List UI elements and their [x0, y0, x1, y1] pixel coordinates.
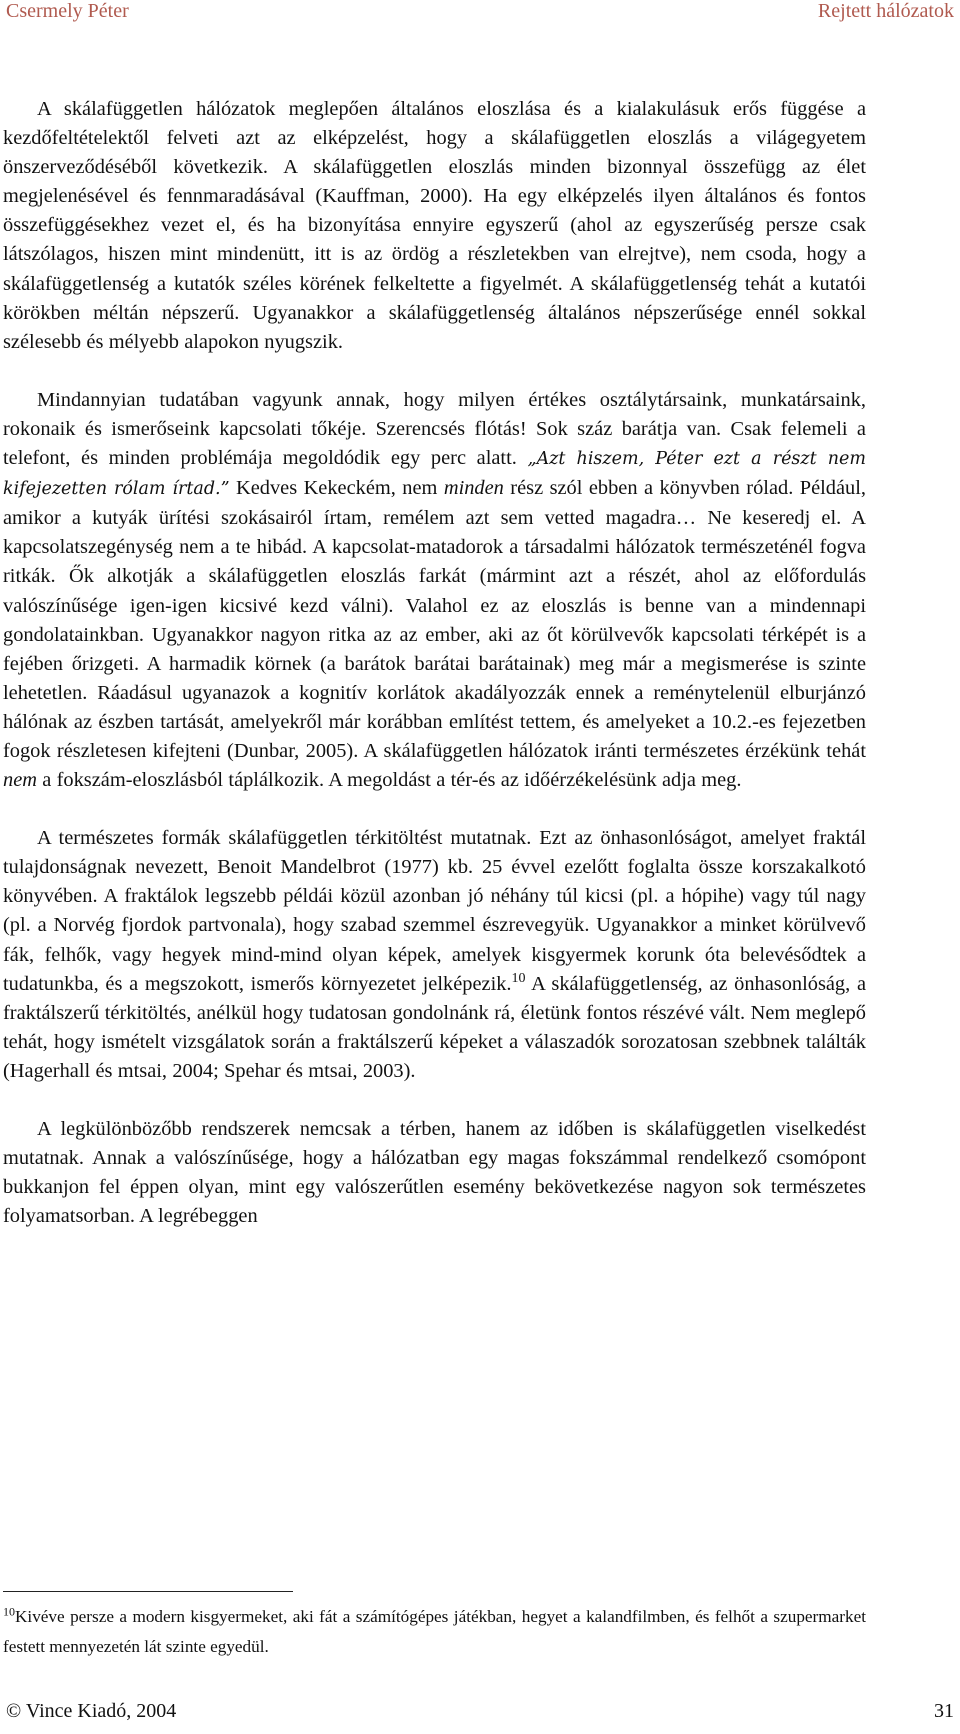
footer-publisher: © Vince Kiadó, 2004 [6, 1700, 177, 1722]
paragraph-2-text-b: Kedves Kekeckém, nem [229, 477, 444, 500]
paragraph-2-text-d: a fokszám-eloszlásból táplálkozik. A megoldást a tér-és az időérzékelésünk adja meg. [36, 769, 742, 792]
paragraph-4: A legkülönbözőbb rendszerek nemcsak a térben, hanem az időben is skálafüggetlen viselkedést mutatnak. Annak a valószínűsége, hogy a hálózatban egy magas fokszámmal rendelkező csomópont bukkanjon fel éppen olyan, mint egy valószerűtlen esemény bekövetkezése nagyon sok természetes folyamatsorban. A legrébeggen [3, 1118, 866, 1228]
paragraph-2 [3, 386, 866, 795]
footnote [3, 1602, 866, 1662]
emphasis-minden: minden [443, 477, 504, 500]
page-footer [0, 1700, 960, 1730]
handwritten-quote: „Azt hiszem, Péter ezt a részt nem kifejezetten rólam írtad.” [3, 449, 866, 500]
footnote-reference[interactable]: 10 [511, 970, 526, 986]
paragraph-3-text-b: A skálafüggetlenség, az önhasonlóság, a fraktálszerű térkitöltés, anélkül hogy tudatosan gondolnánk rá, életünk fontos részévé vált. Nem meglepő tehát, hogy ismételt vizsgálatok során a fraktálszerű képeket a válaszadók sorozatosan szebbnek találták (Hagerhall és mtsai, 2004; Spehar és mtsai, 2003). [3, 972, 866, 1082]
paragraph-3-text-a: A természetes formák skálafüggetlen térkitöltést mutatnak. Ezt az önhasonlóságot, amelyet fraktál tulajdonságnak nevezett, Benoit Mandelbrot (1977) kb. 25 évvel ezelőtt foglalta össze korszakalkotó könyvében. A fraktálok legszebb példái közül azonban jó néhány túl kicsi (pl. a hópihe) vagy túl nagy (pl. a Norvég fjordok partvonala), hogy szabad szemmel észrevegyük. Ugyanakkor a minket körülvevő fák, felhők, vagy hegyek mind-mind olyan képek, amelyek kisgyermek korunk óta belevésődtek a tudatunkba, és a megszokott, ismerős környezetet jelképezik. [3, 827, 866, 995]
footnote-divider [3, 1591, 293, 1592]
paragraph-2-text-c: rész szól ebben a könyvben rólad. Például, amikor a kutyák ürítési szokásairól írtam, remélem azt sem vetted magadra… Ne keseredj el. A kapcsolatszegénység nem a te hibád. A kapcsolat-matadorok a társadalmi hálózatok természeténél fogva ritkák. Ők alkotják a skálafüggetlen eloszlás farkát (mármint azt a részét, ahol az előfordulás valószínűsége igen-igen kicsivé kezd válni). Valahol ez az eloszlás is benne van a mindennapi gondolatainkban. Ugyanakkor nagyon ritka az az ember, aki az őt körülvevők kapcsolati térképét is a fejében őrizgeti. A harmadik körnek (a barátok barátai barátainak) meg már a megismerése is szinte lehetetlen. Ráadásul ugyanazok a kognitív korlátok akadályozzák ennek a reménytelenül elburjánzó hálónak az észben tartását, amelyekről már korábban említést tettem, és amelyeket a 10.2.-es fejezetben fogok részletesen kifejteni (Dunbar, 2005). A skálafüggetlen hálózatok iránti természetes érzékünk tehát [3, 477, 866, 762]
header-book-title: Rejtett hálózatok [817, 0, 954, 22]
header-author: Csermely Péter [6, 0, 129, 22]
paragraph-3 [3, 824, 866, 1086]
footnote-text: Kivéve persze a modern kisgyermeket, aki fát a számítógépes játékban, hegyet a kalandfilmben, és felhőt a szupermarket festett mennyezetén lát szinte egyedül. [3, 1607, 866, 1656]
page-number: 31 [934, 1700, 954, 1722]
footnote-number: 10 [3, 1604, 15, 1619]
page-header [0, 0, 960, 26]
emphasis-nem: nem [3, 769, 37, 792]
paragraph-2-text-a: Mindannyian tudatában vagyunk annak, hogy milyen értékes osztálytársaink, munkatársaink, rokonaik és ismerőseink kapcsolati tőkéje. Szerencsés flótás! Sok száz barátja van. Csak felemeli a telefont, és minden problémája megoldódik egy perc alatt. [3, 388, 866, 470]
body-text [3, 95, 866, 1231]
paragraph-1: A skálafüggetlen hálózatok meglepően általános eloszlása és a kialakulásuk erős függése a kezdőfeltételektől felveti azt az elképzelést, hogy a skálafüggetlen eloszlás a világegyetem önszerveződéséből következik. A skálafüggetlen eloszlás minden bizonnyal összefügg az élet megjelenésével és fennmaradásával (Kauffman, 2000). Ha egy elképzelés ilyen általános és fontos összefüggésekhez vezet el, és ha bizonyítása ennyire egyszerű (ahol az egyszerűség persze csak látszólagos, hiszen mint mindenütt, itt is az ördög a részletekben van elrejtve), nem csoda, hogy a skálafüggetlenség a kutatók széles körének felkeltette a figyelmét. A skálafüggetlenség tehát a kutatói körökben méltán népszerű. Ugyanakkor a skálafüggetlenség általános népszerűsége ennél sokkal szélesebb és mélyebb alapokon nyugszik. [3, 98, 866, 353]
